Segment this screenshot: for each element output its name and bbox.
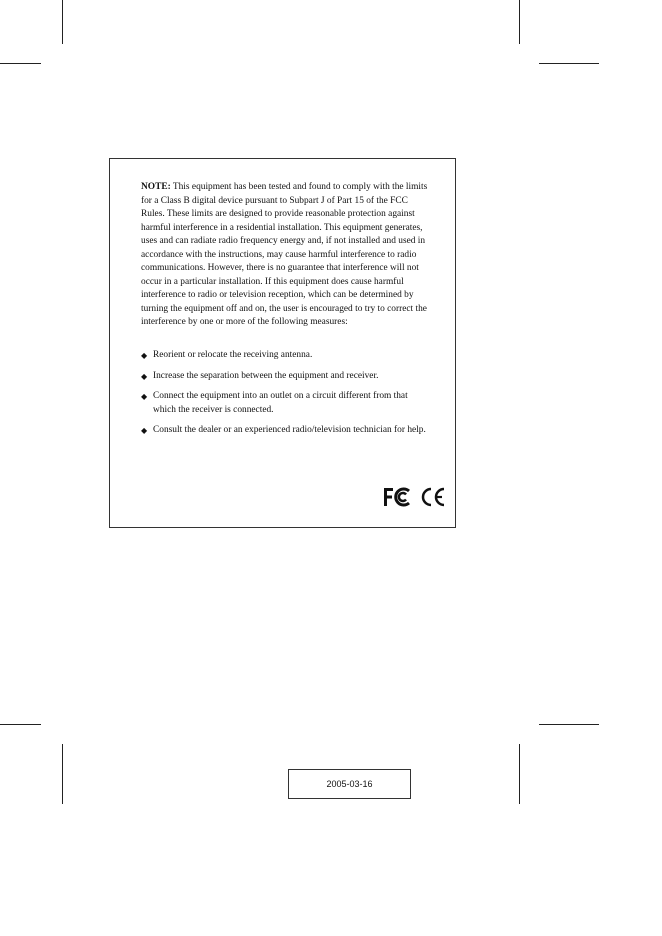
bullet-icon: ◆	[141, 392, 148, 401]
crop-mark	[62, 744, 63, 804]
list-item: ◆ Consult the dealer or an experienced radio/television technician for help.	[141, 424, 431, 438]
measures-list	[141, 349, 431, 445]
bullet-icon: ◆	[141, 351, 148, 360]
list-item: ◆ Connect the equipment into an outlet on a circuit different from that which the receiver is connected.	[141, 391, 408, 415]
notice-paragraph	[141, 181, 431, 330]
crop-mark	[539, 63, 599, 64]
crop-mark	[519, 744, 520, 804]
fcc-logo-icon	[382, 486, 412, 508]
crop-mark	[539, 724, 599, 725]
crop-mark	[519, 0, 520, 44]
revision-date: 2005-03-16	[288, 769, 411, 799]
fcc-notice-box	[109, 158, 456, 528]
notice-body: This equipment has been tested and found to comply with the limits for a Class B digital device pursuant to Subpart J of Part 15 of the FCC Rules. These limits are designed to provide reasonable protection against harmful interference in a residential installation. This equipment generates, uses and can radiate radio frequency energy and, if not installed and used in accordance with the instructions, may cause harmful interference to radio communications. However, there is no guarantee that interference will not occur in a particular installation. If this equipment does cause harmful interference to radio or television reception, which can be determined by turning the equipment off and on, the user is encouraged to try to correct the interference by one or more of the following measures:	[141, 182, 428, 327]
crop-mark	[0, 724, 41, 725]
bullet-icon: ◆	[141, 371, 148, 381]
crop-mark	[0, 63, 41, 64]
list-item: ◆ Reorient or relocate the receiving antenna.	[141, 349, 431, 363]
list-item: ◆ Increase the separation between the equipment and receiver.	[141, 370, 431, 384]
bullet-icon: ◆	[141, 426, 148, 435]
certification-logos	[382, 486, 446, 508]
crop-mark	[62, 0, 63, 44]
notice-label: NOTE:	[141, 182, 171, 192]
ce-logo-icon	[420, 486, 446, 508]
